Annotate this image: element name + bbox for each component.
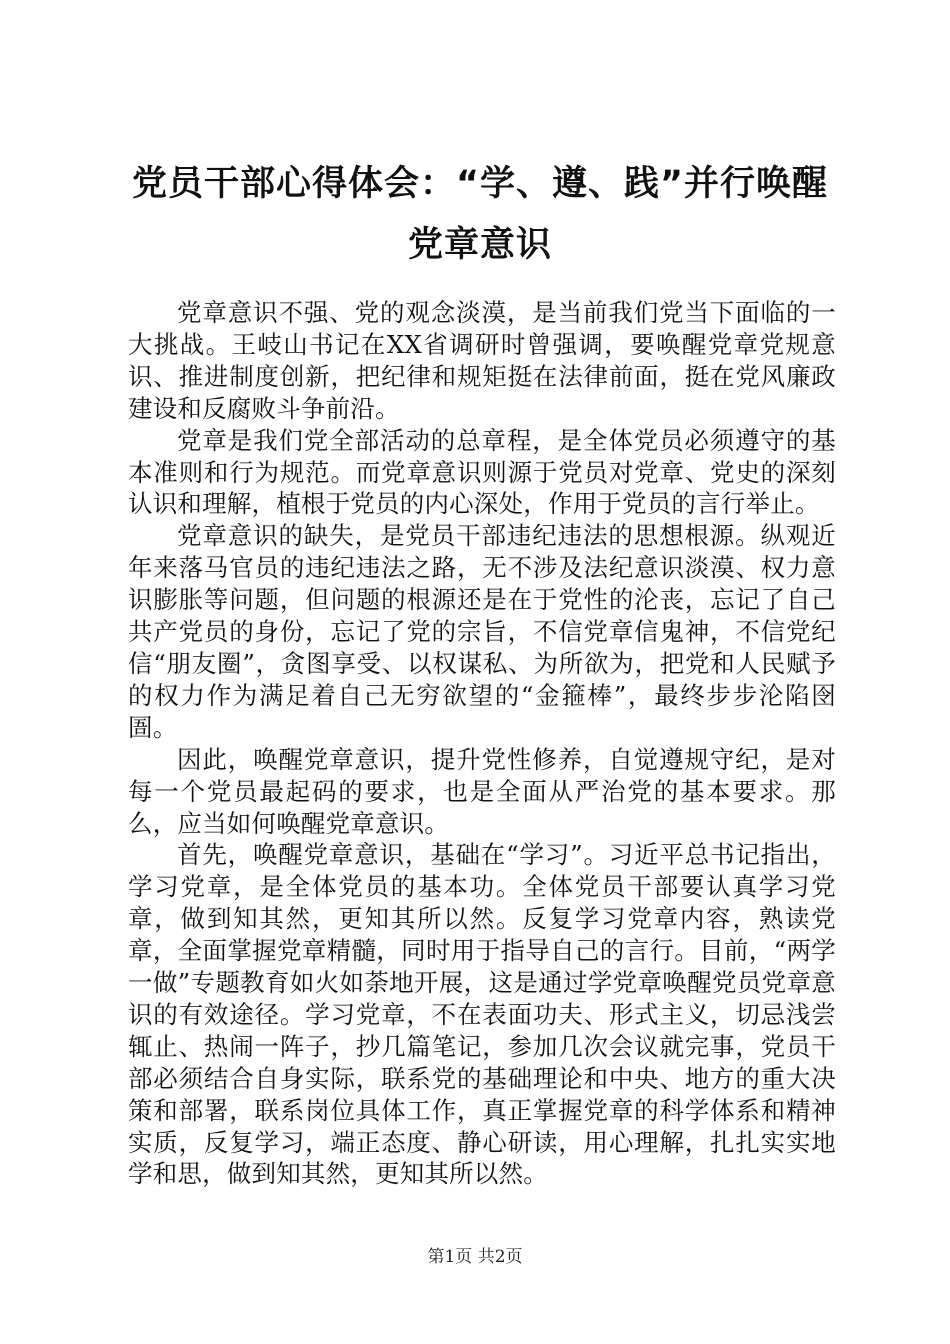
paragraph: 首先，唤醒党章意识，基础在“学习”。习近平总书记指出，学习党章，是全体党员的基本功。全体党员干部要认真学习党章，做到知其然，更知其所以然。反复学习党章内容，熟读党章，全面掌握党章精髓，同时用于指导自己的言行。目前，“两学一做”专题教育如火如荼地开展，这是通过学党章唤醒党员党章意识的有效途径。学习党章，不在表面功夫、形式主义，切忌浅尝辄止、热闹一阵子，抄几篇笔记，参加几次会议就完事，党员干部必须结合自身实际，联系党的基础理论和中央、地方的重大决策和部署，联系岗位具体工作，真正掌握党章的科学体系和精神实质，反复学习，端正态度、静心研读，用心理解，扎扎实实地学和思，做到知其然，更知其所以然。 (128, 840, 836, 1189)
document-title-line-1: 党员干部心得体会：“学、遵、践”并行唤醒 (131, 164, 828, 204)
paragraph: 党章是我们党全部活动的总章程，是全体党员必须遵守的基本准则和行为规范。而党章意识则源于党员对党章、党史的深刻认识和理解，植根于党员的内心深处，作用于党员的言行举止。 (128, 425, 836, 519)
paragraph: 因此，唤醒党章意识，提升党性修养，自觉遵规守纪，是对每一个党员最起码的要求，也是全面从严治党的基本要求。那么，应当如何唤醒党章意识。 (128, 744, 836, 838)
page-number-footer: 第1页 共2页 (427, 1247, 523, 1267)
paragraph: 党章意识的缺失，是党员干部违纪违法的思想根源。纵观近年来落马官员的违纪违法之路，无不涉及法纪意识淡漠、权力意识膨胀等问题，但问题的根源还是在于党性的沦丧，忘记了自己共产党员的身份，忘记了党的宗旨，不信党章信鬼神，不信党纪信“朋友圈”，贪图享受、以权谋私、为所欲为，把党和人民赋予的权力作为满足着自己无穷欲望的“金箍棒”，最终步步沦陷囹圄。 (128, 521, 836, 742)
document-body (128, 297, 836, 1190)
document-title-line-2: 党章意识 (407, 225, 552, 265)
paragraph: 党章意识不强、党的观念淡漠，是当前我们党当下面临的一大挑战。王岐山书记在XX省调研时曾强调，要唤醒党章党规意识、推进制度创新，把纪律和规矩挺在法律前面，挺在党风廉政建设和反腐败斗争前沿。 (128, 298, 836, 423)
